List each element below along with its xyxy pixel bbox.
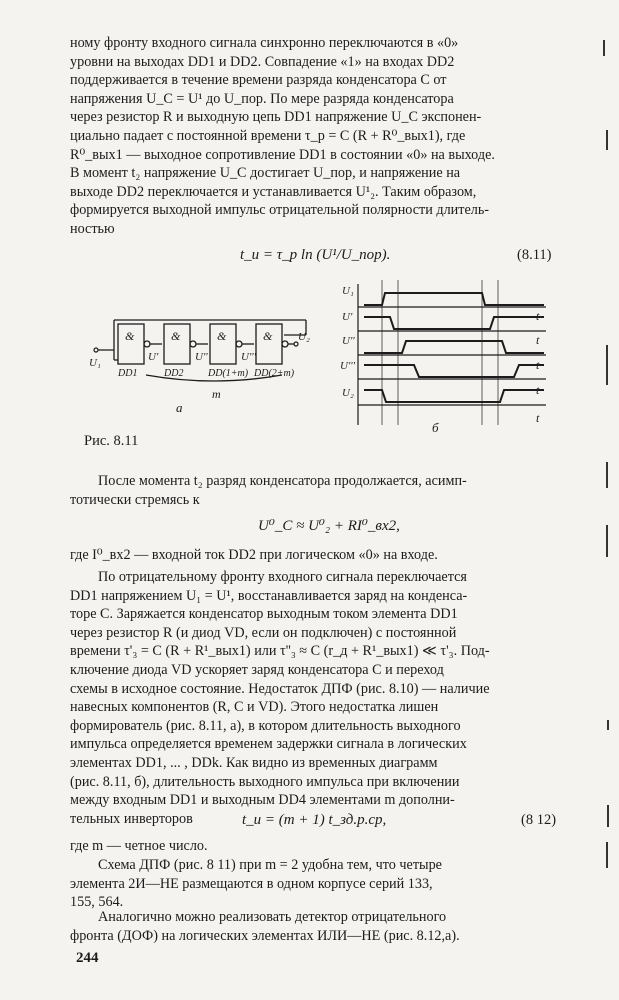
text-line: циально падает с постоянной времени τ_р = C (R + R⁰_вых1), где	[70, 127, 466, 144]
gate-label: DD1	[118, 368, 138, 379]
paragraph-input-current	[70, 546, 570, 565]
figure-caption: Рис. 8.11	[84, 433, 139, 449]
time-axis-label: t	[536, 309, 540, 323]
text-line: формирователь (рис. 8.11, а), в котором длительность выходного	[70, 717, 461, 734]
text-line: В момент t₂ напряжение U_C достигает U_пор, и напряжение на	[70, 165, 461, 182]
signal-label: U''	[342, 335, 355, 347]
text-line: торе C. Заряжается конденсатор выходным током элемента DD1	[70, 606, 458, 623]
paragraph-dpf-scheme	[70, 856, 570, 912]
text-line: После момента t₂ разряд конденсатора продолжается, асимп-	[98, 473, 467, 489]
gate-symbol: &	[217, 329, 227, 343]
text-line: между входным DD1 и выходным DD4 элементами m дополни-	[70, 792, 455, 809]
part-b-label: б	[432, 420, 439, 435]
time-axis-label: t	[536, 333, 540, 347]
text-line: фронта (ДОФ) на логических элементах ИЛИ—НЕ (рис. 8.12,а).	[70, 927, 460, 944]
text-line: элементах DD1, ... , DDk. Как видно из временных диаграмм	[70, 754, 438, 771]
node-label: U'	[148, 351, 159, 363]
signal-label: U'''	[340, 360, 356, 372]
node-label: U'''	[241, 351, 257, 363]
text-line: R⁰_вых1 — выходное сопротивление DD1 в состоянии «0» на выходе.	[70, 146, 495, 163]
margin-mark	[607, 805, 609, 827]
gate-label: DD(2+m)	[254, 368, 295, 379]
paragraph-discharge	[70, 472, 570, 509]
gate-symbol: &	[125, 329, 135, 343]
margin-mark	[606, 462, 608, 488]
signal-label: U₁	[342, 285, 354, 297]
margin-mark	[606, 345, 608, 385]
margin-mark	[607, 720, 609, 730]
time-axis-label: t	[536, 411, 540, 425]
text-line: тотически стремясь к	[70, 491, 200, 508]
page-number: 244	[76, 950, 99, 966]
equation-number-8-11: (8.11)	[517, 247, 552, 263]
equation-8-12: t_и = (m + 1) t_зд.р.ср,	[242, 812, 387, 828]
text-line: DD1 напряжением U₁ = U¹, восстанавливается заряд на конденса-	[70, 587, 468, 604]
text-line: тельных инверторов	[70, 810, 193, 827]
margin-mark	[606, 842, 608, 868]
text-line: импульса определяется временем задержки сигнала в логических	[70, 736, 467, 753]
margin-mark	[606, 130, 608, 150]
text-line: навесных компонентов (R, C и VD). Этого недостатка лишен	[70, 699, 439, 716]
margin-mark	[603, 40, 605, 56]
text-line: времени τ'₃ = C (R + R¹_вых1) или τ''₃ ≈ C (r_д + R¹_вых1) ≪ τ'₃. Под-	[70, 643, 490, 660]
part-a-label: а	[176, 400, 183, 415]
text-line: поддерживается в течение времени разряда конденсатора C от	[70, 72, 447, 89]
paragraph-m-even	[70, 837, 570, 856]
text-line: По отрицательному фронту входного сигнала переключается	[98, 569, 467, 585]
text-line: Схема ДПФ (рис. 8 11) при m = 2 удобна тем, что четыре	[98, 857, 442, 873]
gate-symbol: &	[171, 329, 181, 343]
text-line: ному фронту входного сигнала синхронно переключаются в «0»	[70, 35, 459, 51]
text-line: Аналогично можно реализовать детектор отрицательного	[98, 909, 447, 925]
text-line: через резистор R (и диод VD, если он подключен) с постоянной	[70, 624, 457, 641]
text-line: выходе DD2 переключается и устанавливается U¹₂. Таким образом,	[70, 183, 477, 200]
node-label: U''	[195, 351, 208, 363]
text-line: схемы в исходное состояние. Недостаток ДПФ (рис. 8.10) — наличие	[70, 680, 490, 697]
paragraph-negative-edge	[70, 568, 570, 828]
paragraph-intro	[70, 34, 570, 239]
margin-mark	[606, 525, 608, 557]
text-line: через резистор R и выходную цепь DD1 напряжение U_C экспонен-	[70, 109, 482, 126]
gate-label: DD2	[164, 368, 184, 379]
gate-label: DD(1+m)	[208, 368, 249, 379]
equation-uc: U⁰_C ≈ U⁰₂ + RI⁰_вх2,	[258, 518, 400, 534]
gate-symbol: &	[263, 329, 273, 343]
figure-8-11	[84, 280, 554, 440]
time-axis-label: t	[536, 358, 540, 372]
node-label: U₂	[298, 331, 310, 343]
equation-number-8-12: (8 12)	[521, 812, 557, 828]
text-line: где I⁰_вх2 — входной ток DD2 при логическом «0» на входе.	[70, 547, 438, 563]
text-line: ностью	[70, 220, 115, 237]
paragraph-dof	[70, 908, 570, 945]
text-line: уровни на выходах DD1 и DD2. Совпадение «1» на входах DD2	[70, 53, 455, 70]
text-line: напряжения U_C = U¹ до U_пор. По мере разряда конденсатора	[70, 90, 454, 107]
timing-diagram	[358, 280, 546, 425]
signal-label: U'	[342, 311, 353, 323]
text-line: 155, 564.	[70, 894, 124, 911]
node-label: U₁	[89, 357, 101, 369]
text-line: (рис. 8.11, б), длительность выходного импульса при включении	[70, 773, 460, 790]
text-line: ключение диода VD ускоряет заряд конденсатора C и переход	[70, 661, 444, 678]
signal-label: U₂	[342, 387, 354, 399]
equation-8-11: t_и = τ_р ln (U¹/U_пор).	[240, 247, 391, 263]
time-axis-label: t	[536, 383, 540, 397]
m-label: m	[212, 387, 221, 401]
text-line: элемента 2И—НЕ размещаются в одном корпусе серий 133,	[70, 875, 433, 892]
text-line: где m — четное число.	[70, 838, 208, 854]
text-line: формируется выходной импульс отрицательной полярности длитель-	[70, 202, 490, 219]
